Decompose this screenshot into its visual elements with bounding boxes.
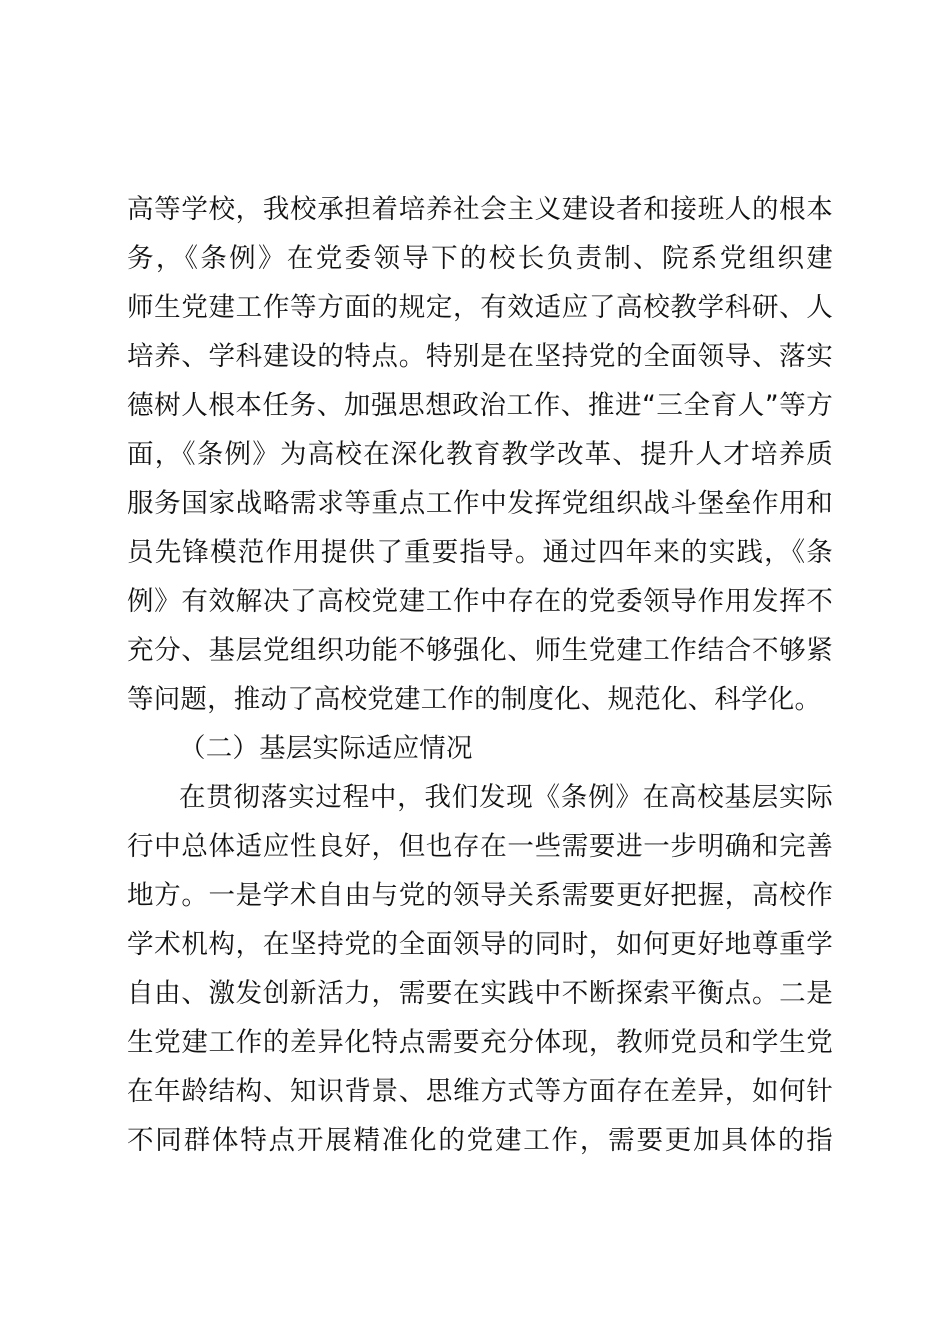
section-line: 学术机构，在坚持党的全面领导的同时，如何更好地尊重学 [127, 929, 833, 960]
paragraph-line: 务，《条例》在党委领导下的校长负责制、院系党组织建 [127, 243, 833, 274]
paragraph-line: 师生党建工作等方面的规定，有效适应了高校教学科研、人 [127, 292, 833, 323]
section-line: 自由、激发创新活力，需要在实践中不断探索平衡点。二是 [127, 978, 833, 1009]
paragraph-line: 等问题，推动了高校党建工作的制度化、规范化、科学化。 [127, 684, 822, 715]
section-line: 在贯彻落实过程中，我们发现《条例》在高校基层实际 [179, 782, 833, 813]
paragraph-line: 培养、学科建设的特点。特别是在坚持党的全面领导、落实 [127, 341, 833, 372]
section-line: 在年龄结构、知识背景、思维方式等方面存在差异，如何针 [127, 1076, 833, 1107]
section-heading: （二）基层实际适应情况 [179, 733, 473, 764]
body-text [127, 185, 833, 1165]
section-line: 生党建工作的差异化特点需要充分体现，教师党员和学生党 [127, 1027, 833, 1058]
paragraph-line: 服务国家战略需求等重点工作中发挥党组织战斗堡垒作用和 [127, 488, 833, 519]
paragraph-line: 充分、基层党组织功能不够强化、师生党建工作结合不够紧 [127, 635, 833, 666]
paragraph-line: 德树人根本任务、加强思想政治工作、推进“三全育人”等方 [127, 390, 833, 421]
paragraph-line: 高等学校，我校承担着培养社会主义建设者和接班人的根本 [127, 194, 833, 225]
paragraph-line: 员先锋模范作用提供了重要指导。通过四年来的实践，《条 [127, 537, 833, 568]
section-line: 行中总体适应性良好，但也存在一些需要进一步明确和完善 [127, 831, 833, 862]
paragraph-line: 例》有效解决了高校党建工作中存在的党委领导作用发挥不 [127, 586, 833, 617]
paragraph-line: 面，《条例》为高校在深化教育教学改革、提升人才培养质 [127, 439, 833, 470]
section-line: 地方。一是学术自由与党的领导关系需要更好把握，高校作 [127, 880, 833, 911]
section-line: 不同群体特点开展精准化的党建工作，需要更加具体的指 [127, 1125, 833, 1156]
